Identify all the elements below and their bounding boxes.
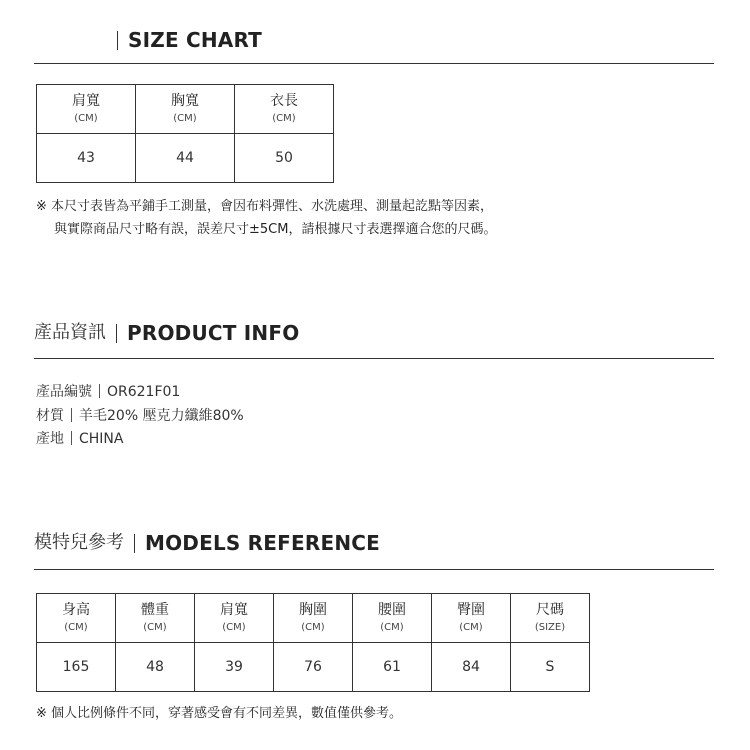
origin-label: 產地 <box>36 431 64 447</box>
size-chart-rule <box>34 63 714 64</box>
models-rule <box>34 569 714 570</box>
size-chart-value-cell: 50 <box>235 134 334 183</box>
models-title <box>34 532 380 554</box>
models-value-cell: 76 <box>274 643 353 692</box>
size-chart-note-line1: ※ 本尺寸表皆為平鋪手工測量，會因布料彈性、水洗處理、測量起訖點等因素， <box>36 199 494 214</box>
info-divider <box>71 431 72 445</box>
size-chart-note <box>36 195 496 241</box>
size-chart-value-cell: 43 <box>37 134 136 183</box>
size-chart-title-en: SIZE CHART <box>128 28 263 52</box>
models-value-cell: 165 <box>37 643 116 692</box>
size-chart-table <box>36 84 334 183</box>
info-divider <box>71 408 72 422</box>
models-header-row <box>37 594 590 643</box>
title-divider <box>116 324 117 343</box>
models-note-text: ※ 個人比例條件不同，穿著感受會有不同差異，數值僅供參考。 <box>36 706 403 721</box>
product-info-title-en: PRODUCT INFO <box>127 321 300 345</box>
size-chart-value-cell: 44 <box>136 134 235 183</box>
models-table <box>36 593 590 692</box>
origin-row <box>36 428 123 448</box>
size-chart-value-row <box>37 134 334 183</box>
models-title-en: MODELS REFERENCE <box>145 531 381 555</box>
size-chart-header-row <box>37 85 334 134</box>
material-value: 羊毛20% 壓克力纖維80% <box>79 408 244 424</box>
title-divider <box>117 31 118 50</box>
models-header-cell: 臀圍 (CM) <box>432 594 511 643</box>
product-code-label: 產品編號 <box>36 384 92 400</box>
product-info-title <box>34 322 299 344</box>
models-value-cell: 61 <box>353 643 432 692</box>
models-header-cell: 尺碼 (SIZE) <box>511 594 590 643</box>
models-value-cell: 84 <box>432 643 511 692</box>
product-code-row <box>36 381 180 401</box>
size-chart-note-line2: 與實際商品尺寸略有誤，誤差尺寸±5CM，請根據尺寸表選擇適合您的尺碼。 <box>54 222 497 237</box>
models-value-row <box>37 643 590 692</box>
models-value-cell: S <box>511 643 590 692</box>
info-divider <box>99 384 100 398</box>
material-label: 材質 <box>36 408 64 424</box>
models-header-cell: 體重 (CM) <box>116 594 195 643</box>
models-title-zh: 模特兒參考 <box>34 532 124 553</box>
size-chart-header-cell: 肩寬 (CM) <box>37 85 136 134</box>
product-code-value: OR621F01 <box>107 384 181 400</box>
models-header-cell: 腰圍 (CM) <box>353 594 432 643</box>
models-header-cell: 身高 (CM) <box>37 594 116 643</box>
models-value-cell: 39 <box>195 643 274 692</box>
models-header-cell: 胸圍 (CM) <box>274 594 353 643</box>
models-value-cell: 48 <box>116 643 195 692</box>
size-chart-header-cell: 胸寬 (CM) <box>136 85 235 134</box>
title-divider <box>134 534 135 553</box>
models-header-cell: 肩寬 (CM) <box>195 594 274 643</box>
size-chart-header-cell: 衣長 (CM) <box>235 85 334 134</box>
material-row <box>36 405 244 425</box>
size-chart-title <box>107 29 262 51</box>
origin-value: CHINA <box>79 431 124 447</box>
models-note <box>36 702 402 725</box>
product-info-title-zh: 產品資訊 <box>34 322 106 343</box>
product-info-rule <box>34 358 714 359</box>
